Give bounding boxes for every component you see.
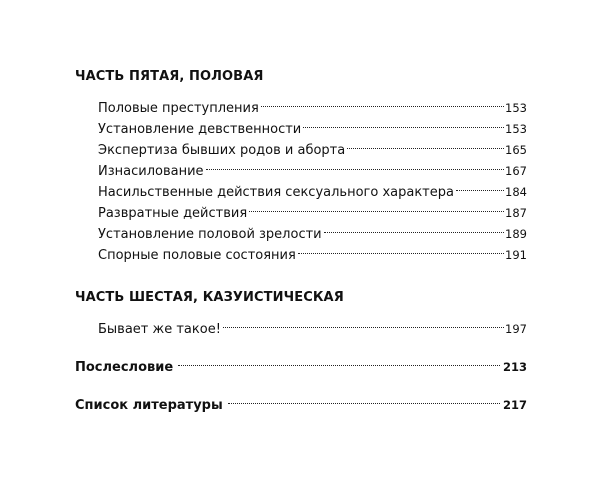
toc-entry[interactable] [98,91,527,116]
part-five-entries [98,91,527,263]
afterword-page: 213 [502,360,527,374]
afterword-label: Послесловие [75,360,174,375]
toc-entry-page: 165 [505,143,527,157]
toc-entry-label: Установление половой зрелости [98,227,322,242]
dot-leader [303,112,504,133]
table-of-contents [75,68,527,413]
afterword-entry[interactable] [75,350,527,375]
dot-leader [261,91,504,112]
part-five-title: ЧАСТЬ ПЯТАЯ, ПОЛОВАЯ [75,69,264,84]
toc-entry-page: 153 [505,122,527,136]
toc-entry-label: Экспертиза бывших родов и аборта [98,143,346,158]
dot-leader [298,238,504,259]
toc-entry-page: 167 [505,164,527,178]
part-six-title: ЧАСТЬ ШЕСТАЯ, КАЗУИСТИЧЕСКАЯ [75,290,344,305]
bibliography-entry[interactable] [75,388,527,413]
dot-leader [206,154,505,175]
part-six-entries [98,312,527,337]
dot-leader [347,133,504,154]
toc-entry-label: Изнасилование [98,164,204,179]
toc-entry-page: 197 [505,322,527,336]
toc-entry-page: 184 [505,185,527,199]
dot-leader [249,196,504,217]
toc-entry-page: 153 [505,101,527,115]
toc-entry-label: Бывает же такое! [98,322,221,337]
toc-entry-label: Половые преступления [98,101,259,116]
toc-entry-label: Спорные половые состояния [98,248,296,263]
bibliography-label: Список литературы [75,398,223,413]
bibliography-page: 217 [502,398,527,412]
toc-entry-page: 187 [505,206,527,220]
dot-leader [228,388,500,409]
toc-entry-page: 189 [505,227,527,241]
toc-entry-page: 191 [505,248,527,262]
dot-leader [456,175,504,196]
dot-leader [324,217,504,238]
toc-entry-label: Установление девственности [98,122,302,137]
toc-entry-label: Развратные действия [98,206,248,221]
toc-entry[interactable] [98,312,527,337]
dot-leader [178,350,500,371]
dot-leader [223,312,504,333]
toc-entry-label: Насильственные действия сексуального характера [98,185,454,200]
